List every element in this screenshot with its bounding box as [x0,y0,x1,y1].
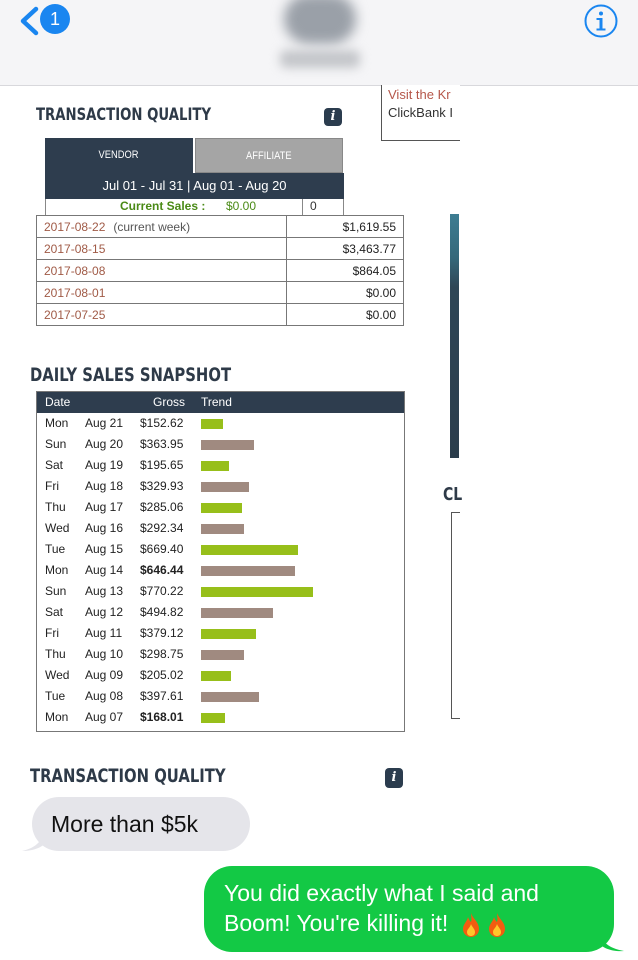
trend-bar [201,650,244,660]
daily-table-header [37,392,404,413]
table-row [37,602,404,623]
day-label: Tue [45,542,66,556]
daily-sales-table [36,391,405,732]
week-date: 2017-08-15 [44,241,106,256]
partial-box-edge [451,512,460,719]
tab-affiliate [195,138,343,173]
header-date: Date [45,395,71,409]
table-row [37,455,404,476]
trend-bar [201,482,249,492]
date-label: Aug 13 [85,584,124,598]
avatar[interactable] [284,0,356,44]
table-row [37,686,404,707]
trend-bar [201,692,259,702]
day-label: Mon [45,416,69,430]
date-label: Aug 11 [85,626,123,640]
gross-value: $669.40 [140,542,184,556]
date-label: Aug 15 [85,542,124,556]
week-cell [37,216,287,238]
visit-clickbank-box [381,85,460,141]
gross-value: $168.01 [140,710,184,724]
table-row [37,260,404,282]
day-label: Sun [45,584,67,598]
table-row [37,497,404,518]
partial-image-strip [450,214,459,458]
current-sales-count: 0 [310,199,317,213]
week-amount: $3,463.77 [287,238,404,260]
date-label: Aug 07 [85,710,124,724]
date-label: Aug 14 [85,563,124,577]
date-label: Aug 19 [85,458,124,472]
contact-name[interactable] [280,50,360,68]
date-label: Aug 10 [85,647,124,661]
trend-bar [201,713,225,723]
date-label: Aug 09 [85,668,124,682]
trend-bar [201,671,231,681]
trend-bar [201,608,273,618]
week-amount: $0.00 [287,304,404,326]
week-note: (current week) [113,219,191,234]
week-date: 2017-08-01 [44,285,106,300]
trend-bar [201,566,295,576]
week-cell [37,238,287,260]
tab-vendor [45,138,193,173]
table-row [37,707,404,728]
trend-bar [201,461,229,471]
header-gross: Gross [153,395,186,409]
day-label: Sat [45,458,64,472]
gross-value: $195.65 [140,458,184,472]
table-row [37,539,404,560]
day-label: Mon [45,563,69,577]
gross-value: $494.82 [140,605,184,619]
gross-value: $152.62 [140,416,184,430]
trend-bar [201,629,256,639]
day-label: Thu [45,500,66,514]
info-icon[interactable] [584,4,618,38]
gross-value: $646.44 [140,563,184,577]
table-row [37,581,404,602]
clickbank-text: ClickBank I [388,105,454,120]
day-label: Thu [45,647,66,661]
transaction-quality-title-2: TRANSACTION QUALITY [30,765,226,787]
outgoing-message-bubble[interactable] [204,866,614,952]
day-label: Sat [45,605,64,619]
partial-heading: CL [443,484,463,505]
day-label: Mon [45,710,69,724]
week-date: 2017-08-08 [44,263,106,278]
trend-bar [201,524,244,534]
week-cell [37,260,287,282]
day-label: Tue [45,689,66,703]
trend-bar [201,545,298,555]
table-row [37,644,404,665]
table-row [37,434,404,455]
divider [302,199,303,215]
gross-value: $363.95 [140,437,184,451]
unread-count-badge[interactable]: 1 [40,4,70,34]
header-trend: Trend [201,395,232,409]
gross-value: $298.75 [140,647,184,661]
gross-value: $770.22 [140,584,184,598]
info-icon: i [385,768,403,788]
date-range: Jul 01 - Jul 31 | Aug 01 - Aug 20 [45,173,344,199]
table-row [37,476,404,497]
gross-value: $379.12 [140,626,184,640]
gross-value: $329.93 [140,479,184,493]
current-sales-row [45,199,344,215]
day-label: Wed [45,668,70,682]
table-row [37,304,404,326]
day-label: Sun [45,437,67,451]
outgoing-message-text: You did exactly what I said and Boom! You're killing it! [224,880,539,936]
week-amount: $1,619.55 [287,216,404,238]
week-amount: $0.00 [287,282,404,304]
visit-link-text: Visit the Kr [388,87,451,102]
gross-value: $205.02 [140,668,184,682]
table-row [37,623,404,644]
day-label: Wed [45,521,70,535]
fire-emoji-icon [487,912,507,938]
gross-value: $285.06 [140,500,184,514]
gross-value: $292.34 [140,521,184,535]
gross-value: $397.61 [140,689,184,703]
day-label: Fri [45,479,59,493]
tab-vendor-label: VENDOR [98,149,140,161]
transaction-quality-title: TRANSACTION QUALITY [36,105,212,125]
table-row [37,560,404,581]
info-icon: i [324,108,342,126]
current-sales-label: Current Sales : [120,199,206,213]
trend-bar [201,503,242,513]
weekly-sales-table [36,215,404,326]
table-row [37,216,404,238]
table-row [37,238,404,260]
trend-bar [201,419,223,429]
current-sales-value: $0.00 [226,199,257,213]
fire-emoji-icon [461,912,481,938]
date-label: Aug 20 [85,437,124,451]
date-label: Aug 21 [85,416,124,430]
table-row [37,665,404,686]
table-row [37,518,404,539]
table-row [37,282,404,304]
date-label: Aug 18 [85,479,124,493]
tab-affiliate-label: AFFILIATE [246,150,292,162]
week-cell [37,282,287,304]
date-label: Aug 12 [85,605,124,619]
table-row [37,413,404,434]
trend-bar [201,440,254,450]
date-label: Aug 08 [85,689,124,703]
trend-bar [201,587,313,597]
week-date: 2017-08-22 [44,219,106,234]
daily-sales-snapshot-title: DAILY SALES SNAPSHOT [30,364,232,386]
incoming-message-bubble[interactable] [32,797,250,851]
date-label: Aug 17 [85,500,124,514]
week-amount: $864.05 [287,260,404,282]
week-cell [37,304,287,326]
week-date: 2017-07-25 [44,307,106,322]
date-label: Aug 16 [85,521,124,535]
day-label: Fri [45,626,59,640]
conversation-header [0,0,638,86]
incoming-message-text: More than $5k [51,811,199,837]
